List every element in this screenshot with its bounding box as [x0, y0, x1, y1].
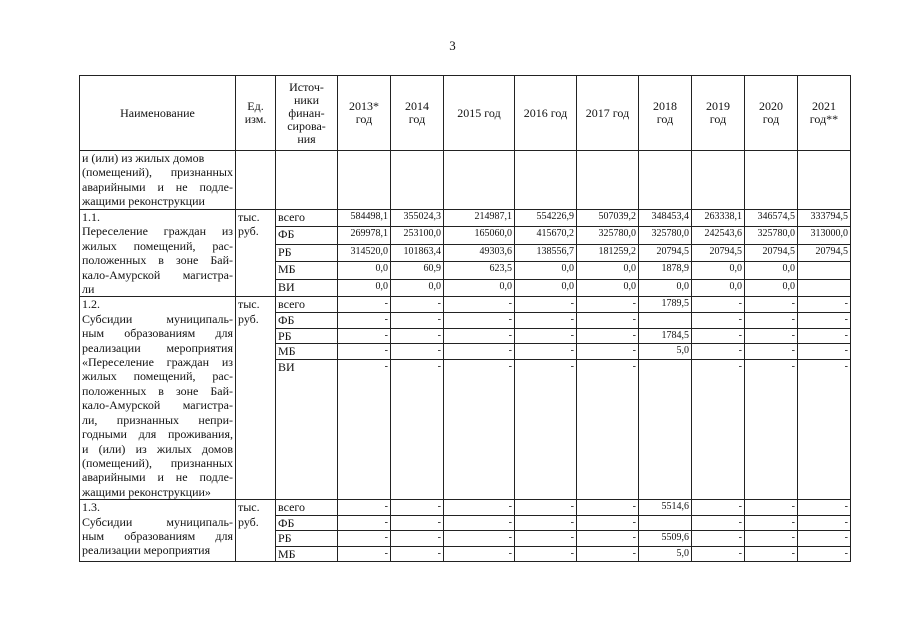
value-cell: 20794,5: [745, 244, 798, 261]
value-cell: 325780,0: [639, 227, 692, 244]
value-cell: 242543,6: [692, 227, 745, 244]
value-cell: 0,0: [338, 262, 391, 279]
value-cell: -: [692, 546, 745, 562]
value-cell: 253100,0: [391, 227, 444, 244]
header-unit: Ед. изм.: [236, 76, 276, 151]
text-line: жащими реконструкции»: [82, 484, 211, 499]
value-cell: -: [515, 359, 577, 500]
header-row: [80, 76, 851, 151]
value-cell: -: [391, 546, 444, 562]
section-name: [80, 210, 236, 297]
value-cell: -: [444, 312, 515, 328]
text-line: ли: [82, 282, 95, 297]
value-cell: -: [745, 546, 798, 562]
value-cell: -: [515, 500, 577, 516]
value-cell: 325780,0: [577, 227, 639, 244]
value-cell: 165060,0: [444, 227, 515, 244]
value-cell: 554226,9: [515, 210, 577, 227]
empty-cell: [639, 151, 692, 210]
value-cell: -: [338, 297, 391, 313]
value-cell: 584498,1: [338, 210, 391, 227]
value-cell: -: [391, 344, 444, 360]
value-cell: 348453,4: [639, 210, 692, 227]
value-cell: -: [391, 359, 444, 500]
value-cell: 0,0: [444, 279, 515, 297]
value-cell: -: [577, 515, 639, 531]
value-cell: -: [745, 359, 798, 500]
source-cell: всего: [276, 210, 338, 227]
value-cell: -: [577, 312, 639, 328]
unit-line: руб.: [238, 311, 259, 326]
value-cell: 181259,2: [577, 244, 639, 261]
value-cell: 0,0: [692, 279, 745, 297]
source-cell: всего: [276, 500, 338, 516]
value-cell: -: [692, 328, 745, 344]
empty-cell: [444, 151, 515, 210]
value-cell: -: [338, 312, 391, 328]
source-cell: МБ: [276, 344, 338, 360]
value-cell: -: [391, 500, 444, 516]
value-cell: -: [444, 546, 515, 562]
value-cell: -: [515, 546, 577, 562]
header-year-2017: 2017 год: [577, 76, 639, 151]
text-line: годными для проживания,: [82, 427, 233, 442]
value-cell: -: [515, 297, 577, 313]
value-cell: -: [515, 328, 577, 344]
value-cell: 263338,1: [692, 210, 745, 227]
value-cell: 1878,9: [639, 262, 692, 279]
source-cell: РБ: [276, 531, 338, 547]
value-cell: 20794,5: [639, 244, 692, 261]
header-year-2019: 2019 год: [692, 76, 745, 151]
value-cell: -: [577, 328, 639, 344]
value-cell: -: [577, 297, 639, 313]
value-cell: -: [444, 344, 515, 360]
unit-line: тыс.: [238, 210, 260, 224]
value-cell: -: [338, 359, 391, 500]
value-cell: -: [338, 531, 391, 547]
value-cell: -: [745, 500, 798, 516]
value-cell: -: [338, 344, 391, 360]
value-cell: -: [338, 500, 391, 516]
section-name: [80, 297, 236, 500]
value-cell: -: [745, 297, 798, 313]
value-cell: 0,0: [745, 262, 798, 279]
value-cell: 49303,6: [444, 244, 515, 261]
value-cell: -: [798, 328, 851, 344]
header-source: Источ- ники финан- сирова- ния: [276, 76, 338, 151]
value-cell: 60,9: [391, 262, 444, 279]
value-cell: -: [692, 500, 745, 516]
value-cell: -: [577, 359, 639, 500]
section-unit: [236, 210, 276, 297]
value-cell: -: [692, 515, 745, 531]
value-cell: -: [444, 359, 515, 500]
value-cell: 0,0: [692, 262, 745, 279]
value-cell: -: [515, 344, 577, 360]
text-line: и (или) из жилых домов: [82, 441, 233, 456]
value-cell: 313000,0: [798, 227, 851, 244]
header-year-2016: 2016 год: [515, 76, 577, 151]
header-year-2013: 2013* год: [338, 76, 391, 151]
value-cell: 214987,1: [444, 210, 515, 227]
source-cell: РБ: [276, 244, 338, 261]
value-cell: -: [692, 312, 745, 328]
value-cell: 5,0: [639, 344, 692, 360]
value-cell: 1789,5: [639, 297, 692, 313]
value-cell: -: [577, 546, 639, 562]
text-line: ным образованиям для: [82, 528, 233, 543]
value-cell: 5514,6: [639, 500, 692, 516]
empty-cell: [276, 151, 338, 210]
section-name: [80, 500, 236, 562]
value-cell: -: [515, 312, 577, 328]
text-line: (помещений), признанных: [82, 165, 233, 180]
source-cell: РБ: [276, 328, 338, 344]
source-cell: ВИ: [276, 359, 338, 500]
value-cell: -: [444, 500, 515, 516]
empty-cell: [338, 151, 391, 210]
text-line: положенных в зоне Бай-: [82, 383, 233, 398]
source-cell: ФБ: [276, 312, 338, 328]
source-cell: ВИ: [276, 279, 338, 297]
text-line: реализации мероприятия: [82, 543, 211, 558]
page-number: 3: [449, 38, 456, 53]
continuation-name: [80, 151, 236, 210]
section-unit: [236, 297, 276, 500]
value-cell: 269978,1: [338, 227, 391, 244]
value-cell: -: [692, 297, 745, 313]
text-line: «Переселение граждан из: [82, 355, 233, 370]
value-cell: 346574,5: [745, 210, 798, 227]
value-cell: -: [798, 312, 851, 328]
unit-line: руб.: [238, 224, 259, 239]
table-row: [80, 297, 851, 313]
value-cell: -: [745, 531, 798, 547]
value-cell: 20794,5: [798, 244, 851, 261]
value-cell: 138556,7: [515, 244, 577, 261]
text-line: жащими реконструкции: [82, 194, 205, 209]
value-cell: 0,0: [338, 279, 391, 297]
text-line: жилых помещений, рас-: [82, 369, 233, 384]
value-cell: -: [338, 328, 391, 344]
header-year-2020: 2020 год: [745, 76, 798, 151]
value-cell: 314520,0: [338, 244, 391, 261]
source-cell: ФБ: [276, 515, 338, 531]
text-line: (помещений), признанных: [82, 455, 233, 470]
source-cell: МБ: [276, 262, 338, 279]
empty-cell: [798, 151, 851, 210]
text-line: жилых помещений, рас-: [82, 238, 233, 253]
value-cell: 20794,5: [692, 244, 745, 261]
value-cell: -: [798, 546, 851, 562]
text-line: 1.3.: [82, 500, 100, 515]
value-cell: [798, 279, 851, 297]
value-cell: -: [745, 344, 798, 360]
value-cell: -: [798, 297, 851, 313]
text-line: ным образованиям для: [82, 326, 233, 341]
value-cell: 0,0: [515, 279, 577, 297]
unit-line: руб.: [238, 514, 259, 529]
text-line: Субсидии муниципаль-: [82, 514, 233, 529]
value-cell: 0,0: [515, 262, 577, 279]
value-cell: 333794,5: [798, 210, 851, 227]
value-cell: 5509,6: [639, 531, 692, 547]
value-cell: 0,0: [577, 279, 639, 297]
value-cell: 0,0: [639, 279, 692, 297]
value-cell: -: [798, 531, 851, 547]
value-cell: -: [577, 531, 639, 547]
empty-cell: [745, 151, 798, 210]
header-year-2015: 2015 год: [444, 76, 515, 151]
value-cell: 623,5: [444, 262, 515, 279]
unit-line: тыс.: [238, 500, 260, 515]
section-unit: [236, 500, 276, 562]
source-cell: всего: [276, 297, 338, 313]
value-cell: -: [391, 531, 444, 547]
value-cell: -: [577, 344, 639, 360]
value-cell: -: [745, 515, 798, 531]
budget-table: [79, 75, 851, 562]
text-line: кало-Амурской магистра-: [82, 398, 233, 413]
text-line: Субсидии муниципаль-: [82, 311, 233, 326]
text-line: аварийными и не подле-: [82, 470, 233, 485]
value-cell: 415670,2: [515, 227, 577, 244]
text-line: реализации мероприятия: [82, 340, 233, 355]
value-cell: 0,0: [745, 279, 798, 297]
value-cell: 0,0: [391, 279, 444, 297]
value-cell: -: [338, 515, 391, 531]
value-cell: -: [444, 515, 515, 531]
value-cell: -: [515, 515, 577, 531]
text-line: положенных в зоне Бай-: [82, 253, 233, 268]
source-cell: МБ: [276, 546, 338, 562]
value-cell: -: [444, 297, 515, 313]
empty-cell: [515, 151, 577, 210]
value-cell: 101863,4: [391, 244, 444, 261]
value-cell: 1784,5: [639, 328, 692, 344]
value-cell: -: [798, 359, 851, 500]
value-cell: -: [692, 531, 745, 547]
table-row: [80, 500, 851, 516]
empty-cell: [577, 151, 639, 210]
value-cell: [798, 262, 851, 279]
value-cell: -: [444, 328, 515, 344]
text-line: ли, признанных непри-: [82, 412, 233, 427]
source-cell: ФБ: [276, 227, 338, 244]
text-line: 1.1.: [82, 210, 100, 224]
header-year-2018: 2018 год: [639, 76, 692, 151]
empty-cell: [391, 151, 444, 210]
value-cell: -: [444, 531, 515, 547]
text-line: кало-Амурской магистра-: [82, 267, 233, 282]
value-cell: [639, 312, 692, 328]
value-cell: 507039,2: [577, 210, 639, 227]
value-cell: -: [515, 531, 577, 547]
header-name: Наименование: [80, 76, 236, 151]
value-cell: -: [798, 344, 851, 360]
value-cell: -: [338, 546, 391, 562]
header-year-2021: 2021 год**: [798, 76, 851, 151]
header-year-2014: 2014 год: [391, 76, 444, 151]
value-cell: -: [577, 500, 639, 516]
value-cell: 0,0: [577, 262, 639, 279]
text-line: Переселение граждан из: [82, 224, 233, 239]
value-cell: -: [798, 500, 851, 516]
value-cell: -: [692, 344, 745, 360]
text-line: аварийными и не подле-: [82, 179, 233, 194]
value-cell: -: [798, 515, 851, 531]
value-cell: -: [391, 297, 444, 313]
value-cell: -: [692, 359, 745, 500]
value-cell: -: [391, 515, 444, 531]
table-row: [80, 210, 851, 227]
value-cell: -: [391, 312, 444, 328]
value-cell: [639, 515, 692, 531]
text-line: и (или) из жилых домов: [82, 151, 205, 165]
value-cell: -: [745, 312, 798, 328]
continuation-row: [80, 151, 851, 210]
value-cell: -: [391, 328, 444, 344]
value-cell: 355024,3: [391, 210, 444, 227]
text-line: 1.2.: [82, 297, 100, 312]
unit-line: тыс.: [238, 297, 260, 312]
value-cell: -: [745, 328, 798, 344]
empty-cell: [236, 151, 276, 210]
value-cell: 325780,0: [745, 227, 798, 244]
empty-cell: [692, 151, 745, 210]
value-cell: [639, 359, 692, 500]
value-cell: 5,0: [639, 546, 692, 562]
